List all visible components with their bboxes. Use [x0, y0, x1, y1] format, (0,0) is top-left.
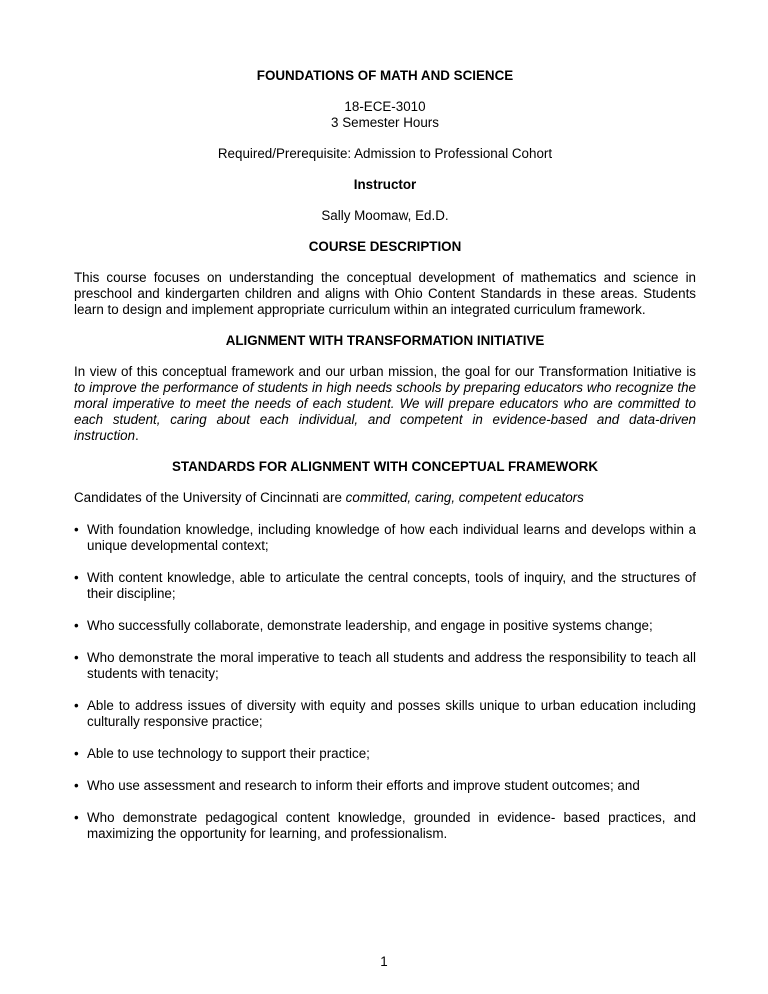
standards-item-text: Who successfully collaborate, demonstrate leadership, and engage in positive systems change;: [87, 618, 653, 633]
standards-item-text: Who use assessment and research to inform their efforts and improve student outcomes; and: [87, 778, 640, 793]
standards-intro-emphasis: committed, caring, competent educators: [345, 490, 584, 505]
alignment-body-emphasis: to improve the performance of students in high needs schools by preparing educators who recognize the moral imperative to meet the needs of each student. We will prepare educators who are committed to each student, caring about each individual, and competent in evidence-based and data-driven instruction: [74, 380, 696, 443]
standards-list-item: [74, 618, 696, 634]
course-title: FOUNDATIONS OF MATH AND SCIENCE: [256, 68, 514, 83]
course-description-heading: COURSE DESCRIPTION: [308, 239, 462, 254]
document-content: [74, 60, 696, 858]
standards-item-text: Able to use technology to support their practice;: [87, 746, 370, 761]
alignment-body-lead: In view of this conceptual framework and our urban mission, the goal for our Transformation Initiative is: [74, 364, 696, 379]
instructor-name: Sally Moomaw, Ed.D.: [321, 208, 449, 223]
alignment-heading: ALIGNMENT WITH TRANSFORMATION INITIATIVE: [225, 333, 545, 348]
bullet-icon: •: [74, 570, 79, 585]
standards-item-text: With content knowledge, able to articulate the central concepts, tools of inquiry, and the structures of their discipline;: [87, 570, 696, 601]
standards-list-item: [74, 698, 696, 730]
bullet-icon: •: [74, 618, 79, 633]
prerequisite-line: Required/Prerequisite: Admission to Professional Cohort: [217, 146, 553, 161]
standards-list-item: [74, 746, 696, 762]
standards-list: [74, 522, 696, 842]
bullet-icon: •: [74, 698, 79, 713]
course-number: 18-ECE-3010: [344, 99, 426, 114]
course-description-body: This course focuses on understanding the conceptual development of mathematics and science in preschool and kindergarten children and aligns with Ohio Content Standards in these areas. Students learn to design and implement appropriate curriculum within an integrated curriculum framework.: [74, 270, 696, 317]
standards-item-text: With foundation knowledge, including knowledge of how each individual learns and develops within a unique developmental context;: [87, 522, 696, 553]
standards-heading: STANDARDS FOR ALIGNMENT WITH CONCEPTUAL FRAMEWORK: [172, 459, 598, 474]
bullet-icon: •: [74, 810, 79, 825]
standards-list-item: [74, 650, 696, 682]
instructor-heading: Instructor: [353, 177, 417, 192]
bullet-icon: •: [74, 650, 79, 665]
bullet-icon: •: [74, 746, 79, 761]
bullet-icon: •: [74, 778, 79, 793]
standards-list-item: [74, 778, 696, 794]
course-info: [74, 99, 696, 131]
standards-item-text: Who demonstrate the moral imperative to teach all students and address the responsibility to teach all students with tenacity;: [87, 650, 696, 681]
standards-intro-lead: Candidates of the University of Cincinnati are: [74, 490, 346, 505]
credit-hours: 3 Semester Hours: [331, 115, 439, 130]
page-number: 1: [380, 954, 388, 969]
standards-item-text: Who demonstrate pedagogical content knowledge, grounded in evidence- based practices, and maximizing the opportunity for learning, and professionalism.: [87, 810, 696, 841]
standards-intro: [74, 490, 696, 506]
standards-item-text: Able to address issues of diversity with equity and posses skills unique to urban education including culturally responsive practice;: [87, 698, 696, 729]
standards-list-item: [74, 810, 696, 842]
standards-list-item: [74, 522, 696, 554]
bullet-icon: •: [74, 522, 79, 537]
alignment-body-end: .: [135, 428, 139, 443]
standards-list-item: [74, 570, 696, 602]
alignment-body: [74, 364, 696, 444]
